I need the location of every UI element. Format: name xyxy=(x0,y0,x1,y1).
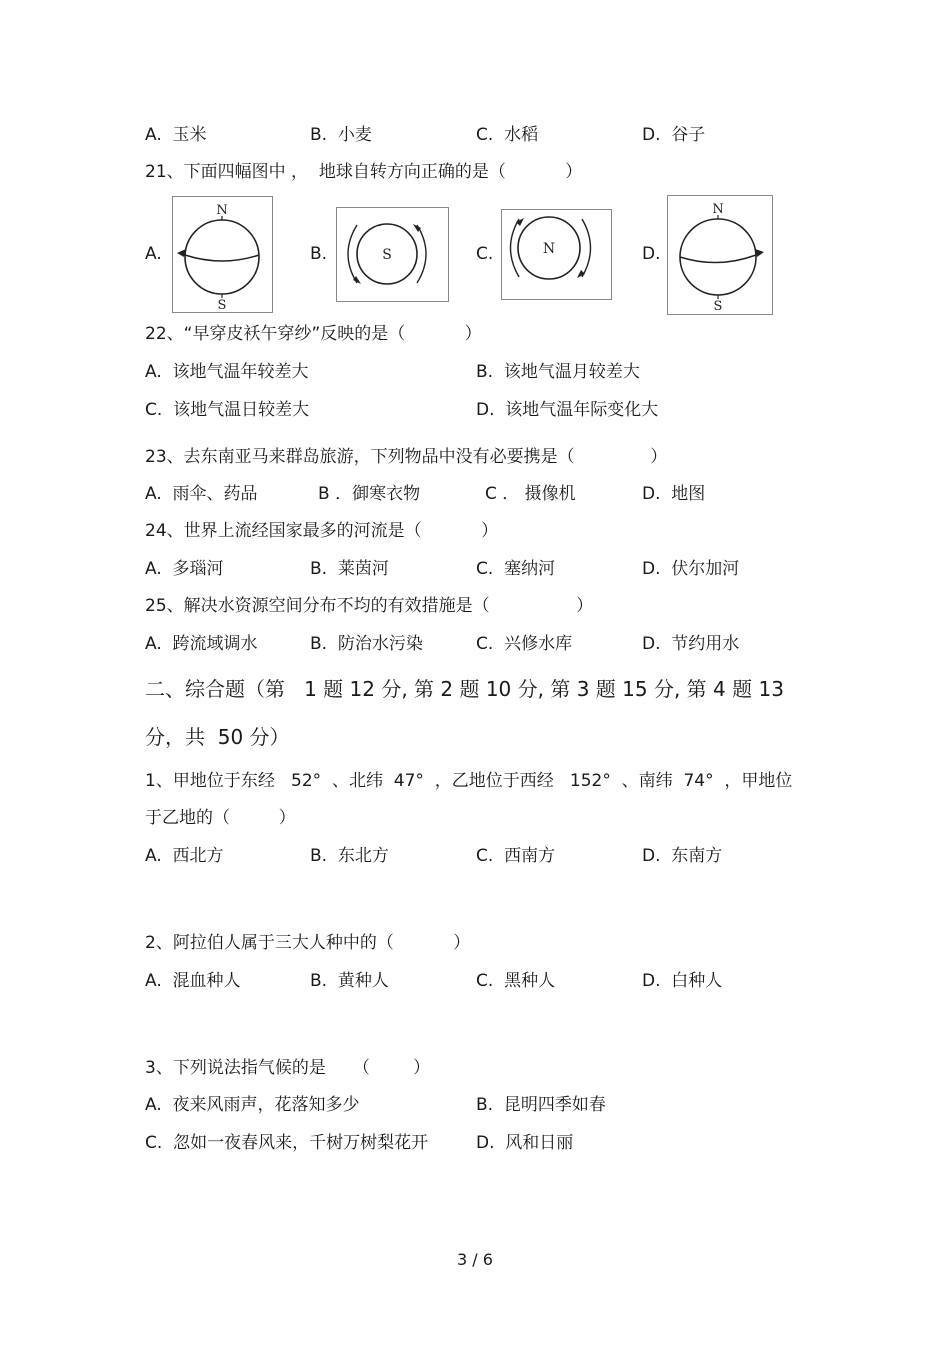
s2q1-stem-line2: 于乙地的（ ） xyxy=(145,808,296,828)
q25-option-c: C. 兴修水库 xyxy=(476,634,573,654)
s2q1-option-c: C. 西南方 xyxy=(476,846,556,866)
q25-stem: 25、解决水资源空间分布不均的有效措施是（ ） xyxy=(145,596,594,616)
q21-stem: 21、下面四幅图中 ， 地球自转方向正确的是（ ） xyxy=(145,162,583,182)
s2q2-option-d: D. 白种人 xyxy=(642,971,723,991)
svg-text:S: S xyxy=(217,298,227,312)
section2-title-line1: 二、综合题（第 1 题 12 分, 第 2 题 10 分, 第 3 题 15 分, 第 4 题 13 xyxy=(145,677,784,701)
q20-option-d: D. 谷子 xyxy=(642,125,706,145)
q20-option-c: C. 水稻 xyxy=(476,125,539,145)
svg-text:S: S xyxy=(713,299,723,314)
q25-option-a: A. 跨流域调水 xyxy=(145,634,258,654)
q22-option-c: C. 该地气温日较差大 xyxy=(145,400,310,420)
q22-option-b: B. 该地气温月较差大 xyxy=(476,362,640,382)
q21-figure-b xyxy=(336,207,449,302)
s2q1-option-b: B. 东北方 xyxy=(310,846,389,866)
q22-stem: 22、“早穿皮袄午穿纱”反映的是（ ） xyxy=(145,324,482,344)
q21-label-c: C. xyxy=(476,244,494,264)
s2q3-option-c: C. 忽如一夜春风来，千树万树梨花开 xyxy=(145,1133,429,1153)
q24-option-c: C. 塞纳河 xyxy=(476,559,556,579)
q22-option-a: A. 该地气温年较差大 xyxy=(145,362,309,382)
s2q2-option-c: C. 黑种人 xyxy=(476,971,556,991)
s2q2-stem: 2、阿拉伯人属于三大人种中的（ ） xyxy=(145,933,471,953)
section2-title-line2: 分，共 50 分） xyxy=(145,725,290,749)
q21-label-a: A. xyxy=(145,244,162,264)
s2q3-option-b: B. 昆明四季如春 xyxy=(476,1095,606,1115)
q20-option-b: B. 小麦 xyxy=(310,125,372,145)
svg-text:N: N xyxy=(542,241,556,257)
s2q2-option-b: B. 黄种人 xyxy=(310,971,389,991)
q21-label-b: B. xyxy=(310,244,328,264)
svg-text:S: S xyxy=(382,247,392,263)
q21-label-d: D. xyxy=(642,244,661,264)
svg-text:N: N xyxy=(712,202,724,217)
q24-stem: 24、世界上流经国家最多的河流是（ ） xyxy=(145,521,499,541)
s2q2-option-a: A. 混血种人 xyxy=(145,971,241,991)
s2q1-option-d: D. 东南方 xyxy=(642,846,723,866)
q23-option-d: D. 地图 xyxy=(642,484,706,504)
page-number: 3 / 6 xyxy=(457,1250,493,1269)
q24-option-a: A. 多瑙河 xyxy=(145,559,224,579)
q23-option-a: A. 雨伞、药品 xyxy=(145,484,258,504)
q21-figure-d xyxy=(667,195,773,315)
s2q1-option-a: A. 西北方 xyxy=(145,846,224,866)
q22-option-d: D. 该地气温年际变化大 xyxy=(476,400,659,420)
q23-stem: 23、去东南亚马来群岛旅游，下列物品中没有必要携是（ ） xyxy=(145,447,668,467)
q24-option-b: B. 莱茵河 xyxy=(310,559,389,579)
q20-option-a: A. 玉米 xyxy=(145,125,207,145)
s2q3-option-d: D. 风和日丽 xyxy=(476,1133,574,1153)
q21-figure-c xyxy=(501,209,612,300)
q24-option-d: D. 伏尔加河 xyxy=(642,559,740,579)
s2q3-stem: 3、下列说法指气候的是 （ ） xyxy=(145,1058,431,1078)
q25-option-d: D. 节约用水 xyxy=(642,634,740,654)
svg-text:N: N xyxy=(216,203,228,218)
q21-figure-a xyxy=(172,196,273,313)
s2q1-stem-line1: 1、甲地位于东经 52° 、北纬 47° ，乙地位于西经 152° 、南纬 74° ，甲地位 xyxy=(145,771,793,791)
q23-option-b: B ．御寒衣物 xyxy=(318,484,421,504)
q23-option-c: C ． 摄像机 xyxy=(485,484,576,504)
s2q3-option-a: A. 夜来风雨声，花落知多少 xyxy=(145,1095,360,1115)
q25-option-b: B. 防治水污染 xyxy=(310,634,423,654)
